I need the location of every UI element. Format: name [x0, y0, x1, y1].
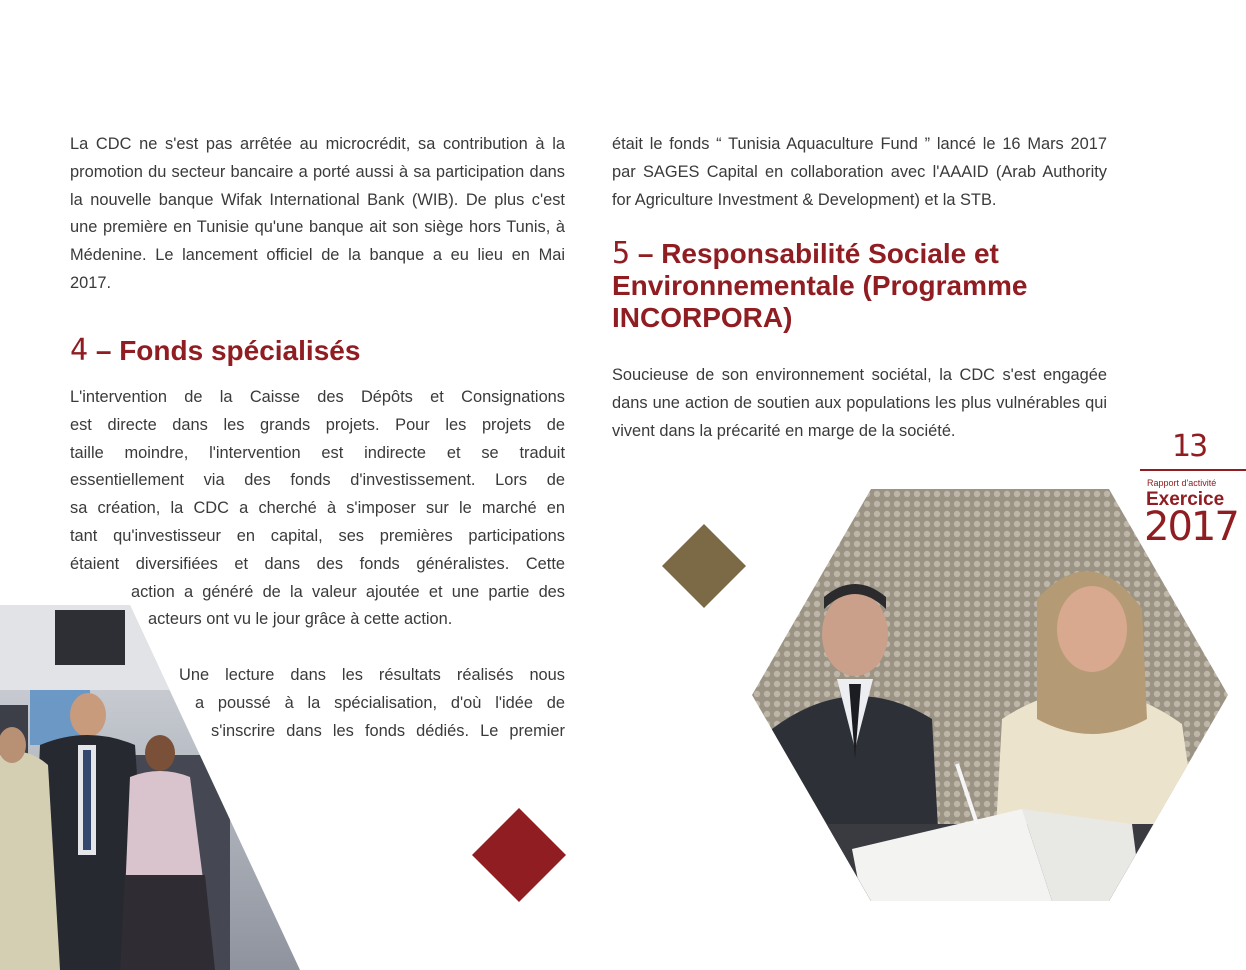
fonds-line: acteurs ont vu le jour grâce à cette action. [148, 610, 453, 629]
fonds-line: sa création, la CDC a cherché à s'imposer sur le marché en [70, 499, 565, 518]
fonds-line: L'intervention de la Caisse des Dépôts et Consignations [70, 388, 565, 406]
right-column [612, 131, 1107, 446]
lecture-line: Une lecture dans les résultats réalisés nous [179, 666, 565, 684]
section-5-title-line3: INCORPORA) [612, 302, 793, 334]
lecture-line: a poussé à la spécialisation, d'où l'idée de [195, 693, 565, 712]
fonds-line: est directe dans les grands projets. Pour les projets de [70, 415, 565, 434]
year-label: 2017 [1144, 504, 1238, 550]
fonds-line: étaient diversifiées et dans des fonds généralistes. Cette [70, 554, 565, 573]
lecture-line: s'inscrire dans les fonds dédiés. Le premier [211, 721, 565, 740]
fonds-line: essentiellement via des fonds d'investissement. Lors de [70, 471, 565, 490]
intro-paragraph: La CDC ne s'est pas arrêtée au microcrédit, sa contribution à la promotion du secteur bancaire a porté aussi à sa participation dans la nouvelle banque Wifak International Bank (WIB). De plus c'est une première en Tunisie qu'une banque ait son siège hors Tunis, à Médenine. Le lancement officiel de la banque a eu lieu en Mai 2017. [70, 135, 565, 292]
section-4-title: – Fonds spécialisés [95, 334, 361, 366]
section-5-title-line1: – Responsabilité Sociale et [637, 238, 999, 270]
header-rule [1140, 469, 1246, 471]
report-label: Rapport d'activité [1147, 478, 1217, 488]
reception-photo [0, 605, 300, 970]
page-number: 13 [1172, 429, 1207, 464]
section-5-paragraph: Soucieuse de son environnement sociétal, la CDC s'est engagée dans une action de soutien aux populations les plus vulnérables qui vivent dans la précarité en marge de la société. [612, 366, 1107, 440]
fonds-line: tant qu'investisseur en capital, ses premières participations [70, 526, 565, 545]
section-5-number: 5 [612, 236, 631, 272]
section-5-title-line2: Environnementale (Programme [612, 270, 1028, 302]
fonds-paragraph [70, 384, 565, 634]
left-column [70, 131, 565, 367]
gold-diamond-decoration [662, 524, 746, 608]
fonds-line: action a généré de la valeur ajoutée et une partie des [131, 582, 565, 601]
signing-ceremony-photo [752, 489, 1228, 901]
section-5-heading [612, 238, 1107, 334]
section-4-heading [70, 332, 565, 368]
red-diamond-decoration [472, 808, 566, 902]
section-4-number: 4 [70, 332, 89, 368]
continuation-paragraph: était le fonds “ Tunisia Aquaculture Fund ” lancé le 16 Mars 2017 par SAGES Capital en collaboration avec l'AAAID (Arab Authority for Agriculture Investment & Development) et la STB. [612, 135, 1107, 209]
exercise-label: Exercice [1146, 489, 1225, 510]
fonds-line: taille moindre, l'intervention est indirecte et se traduit [70, 443, 565, 462]
